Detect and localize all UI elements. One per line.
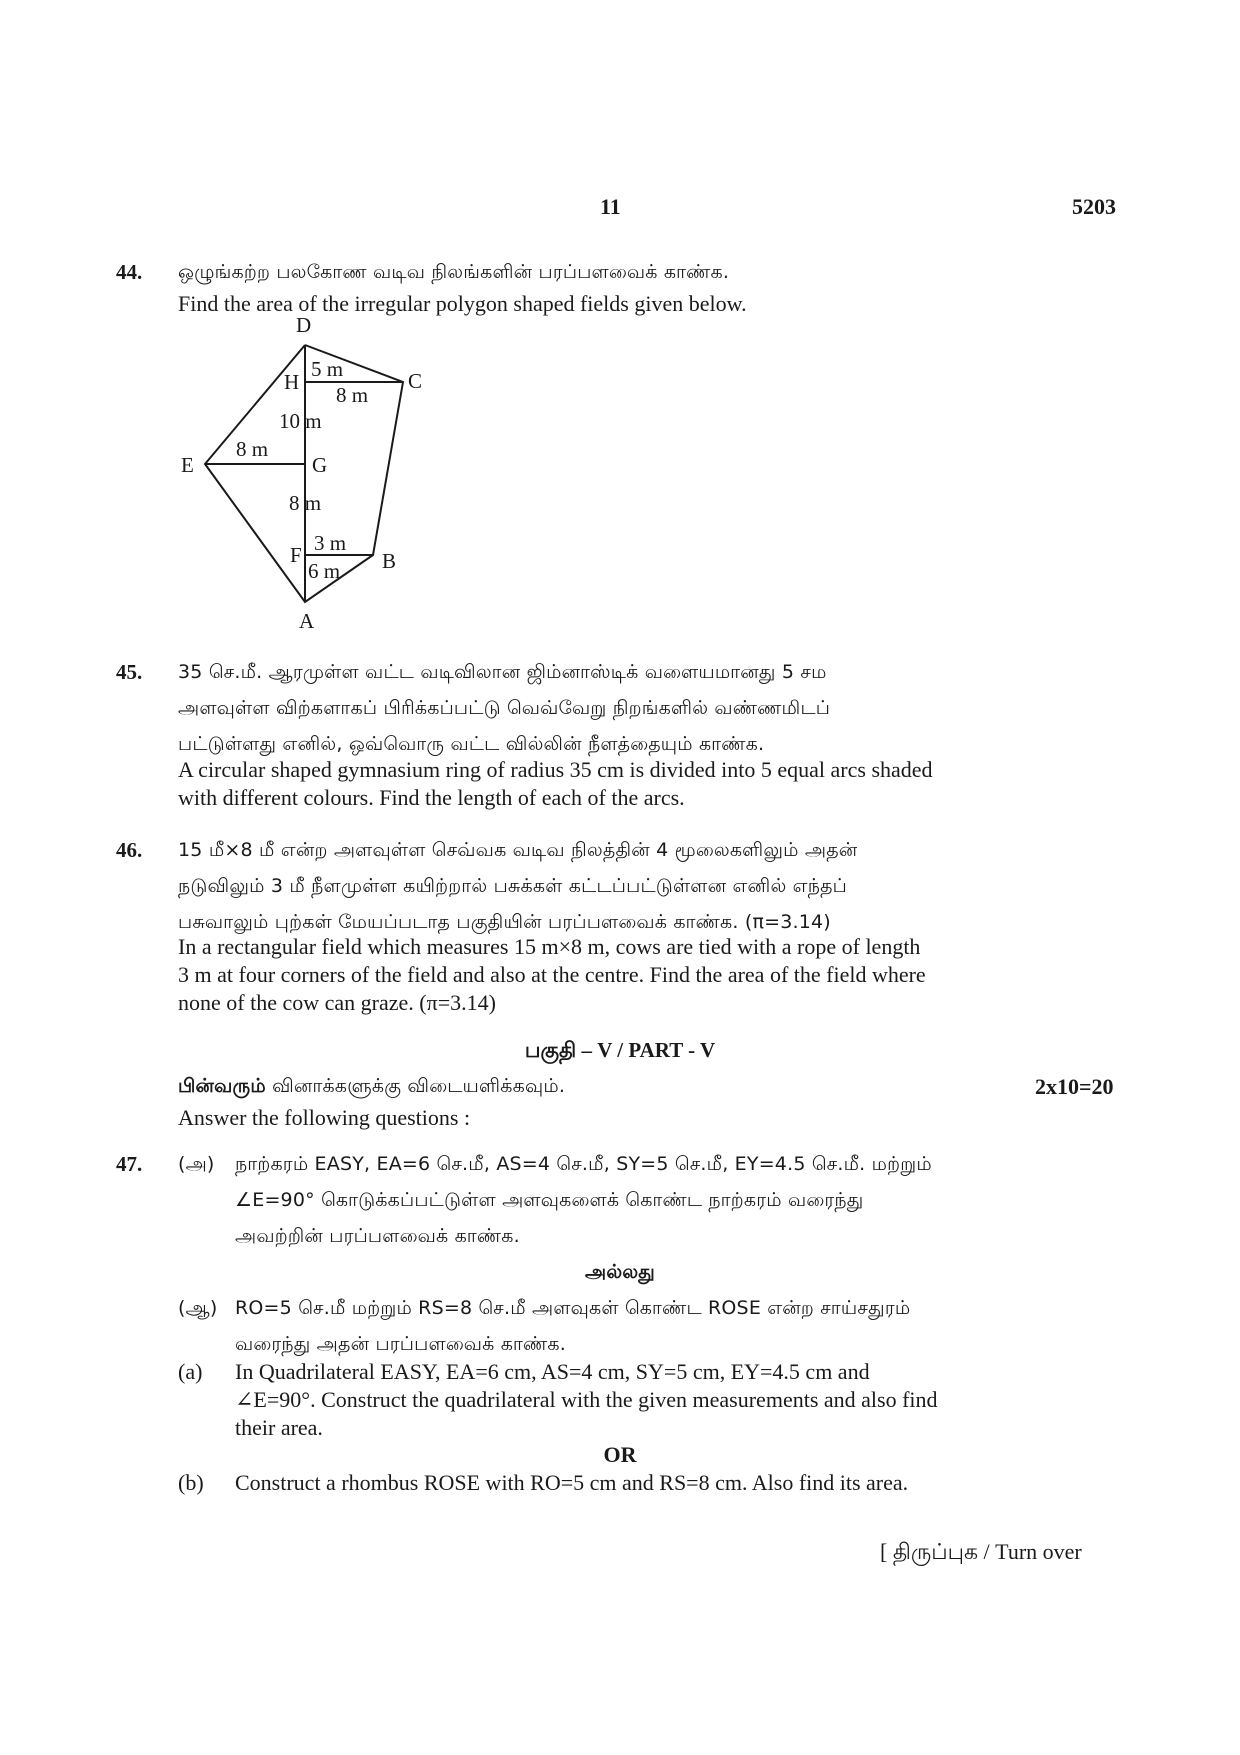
- question-number: 45.: [116, 660, 143, 684]
- question-number: 46.: [116, 838, 143, 862]
- measure-eg: 8 m: [236, 437, 269, 461]
- section-marks: 2x10=20: [1035, 1074, 1114, 1099]
- option-text-english-b: Construct a rhombus ROSE with RO=5 cm and RS=8 cm. Also find its area.: [235, 1470, 909, 1495]
- text-line: நாற்கரம் EASY, EA=6 செ.மீ, AS=4 செ.மீ, SY=5 செ.மீ, EY=4.5 செ.மீ. மற்றும்: [235, 1153, 932, 1175]
- question-text-tamil: [178, 832, 1078, 940]
- question-text-english: Find the area of the irregular polygon shaped fields given below.: [178, 291, 747, 316]
- or-divider-tamil: அல்லது: [585, 1261, 655, 1283]
- measure-hg: 10 m: [279, 409, 322, 433]
- option-label-tamil-b: (ஆ): [178, 1297, 218, 1319]
- section-instruction-tamil: [178, 1068, 565, 1104]
- option-label-a: (a): [178, 1359, 203, 1384]
- text-line: In Quadrilateral EASY, EA=6 cm, AS=4 cm, SY=5 cm, EY=4.5 cm and: [235, 1359, 870, 1384]
- paper-code: 5203: [1072, 194, 1116, 219]
- option-text-tamil-a: [235, 1146, 1075, 1254]
- text-line: 35 செ.மீ. ஆரமுள்ள வட்ட வடிவிலான ஜிம்னாஸ்டிக் வளையமானது 5 சம: [178, 661, 827, 683]
- or-divider-english: OR: [603, 1442, 637, 1467]
- option-label-b: (b): [178, 1470, 204, 1495]
- text-line: வரைந்து அதன் பரப்பளவைக் காண்க.: [235, 1333, 567, 1355]
- point-label-h: H: [284, 370, 300, 394]
- measure-dh: 5 m: [311, 357, 344, 381]
- section-heading: பகுதி – V / PART - V: [524, 1038, 716, 1062]
- measure-fb-top: 3 m: [314, 531, 347, 555]
- question-number: 47.: [116, 1152, 143, 1176]
- polygon-figure: [170, 310, 460, 650]
- question-text-english: [178, 756, 1078, 812]
- point-label-a: A: [299, 609, 315, 633]
- point-label-b: B: [382, 549, 397, 573]
- text-line: 15 மீ×8 மீ என்ற அளவுள்ள செவ்வக வடிவ நிலத்தின் 4 மூலைகளிலும் அதன்: [178, 839, 858, 861]
- text-line: அவற்றின் பரப்பளவைக் காண்க.: [235, 1225, 520, 1247]
- measure-hc: 8 m: [336, 383, 369, 407]
- measure-fb-bottom: 6 m: [308, 559, 341, 583]
- question-text-tamil: [178, 654, 1078, 762]
- text-line: 3 m at four corners of the field and also at the centre. Find the area of the field where: [178, 962, 926, 987]
- point-label-d: D: [296, 313, 312, 337]
- text-line: பசுவாலும் புற்கள் மேயப்படாத பகுதியின் பரப்பளவைக் காண்க. (π=3.14): [178, 911, 831, 933]
- text-line: பட்டுள்ளது எனில், ஒவ்வொரு வட்ட வில்லின் நீளத்தையும் காண்க.: [178, 733, 765, 755]
- text-line: ∠E=90° கொடுக்கப்பட்டுள்ள அளவுகளைக் கொண்ட நாற்கரம் வரைந்து: [235, 1189, 864, 1211]
- text-line: நடுவிலும் 3 மீ நீளமுள்ள கயிற்றால் பசுக்கள் கட்டப்பட்டுள்ளன எனில் எந்தப்: [178, 875, 848, 897]
- text-line: ∠E=90°. Construct the quadrilateral with the given measurements and also find: [235, 1387, 938, 1412]
- text-line: with different colours. Find the length of each of the arcs.: [178, 785, 685, 810]
- instruction-rest: வினாக்களுக்கு விடையளிக்கவும்.: [265, 1075, 566, 1097]
- section-instruction-english: Answer the following questions :: [178, 1105, 471, 1130]
- text-line: In a rectangular field which measures 15 m×8 m, cows are tied with a rope of length: [178, 934, 921, 959]
- point-label-c: C: [408, 369, 423, 393]
- text-line: their area.: [235, 1415, 323, 1440]
- page-number: 11: [600, 194, 621, 219]
- option-text-english-a: [235, 1358, 1075, 1442]
- text-line: none of the cow can graze. (π=3.14): [178, 990, 496, 1015]
- question-number: 44.: [116, 260, 143, 284]
- point-label-e: E: [181, 453, 194, 477]
- text-line: RO=5 செ.மீ மற்றும் RS=8 செ.மீ அளவுகள் கொண்ட ROSE என்ற சாய்சதுரம்: [235, 1297, 911, 1319]
- text-line: A circular shaped gymnasium ring of radius 35 cm is divided into 5 equal arcs shaded: [178, 757, 933, 782]
- question-text-english: [178, 933, 1078, 1017]
- option-text-tamil-b: [235, 1290, 1075, 1362]
- option-label-tamil-a: (அ): [178, 1153, 215, 1175]
- text-line: அளவுள்ள விற்களாகப் பிரிக்கப்பட்டு வெவ்வேறு நிறங்களில் வண்ணமிடப்: [178, 697, 831, 719]
- measure-gf: 8 m: [289, 491, 322, 515]
- point-label-f: F: [290, 543, 302, 567]
- turn-over-note: [ திருப்புக / Turn over: [880, 1539, 1082, 1564]
- instruction-bold: பின்வரும்: [178, 1075, 266, 1097]
- question-text-tamil: ஒழுங்கற்ற பலகோண வடிவ நிலங்களின் பரப்பளவைக் காண்க.: [178, 261, 730, 283]
- point-label-g: G: [312, 453, 328, 477]
